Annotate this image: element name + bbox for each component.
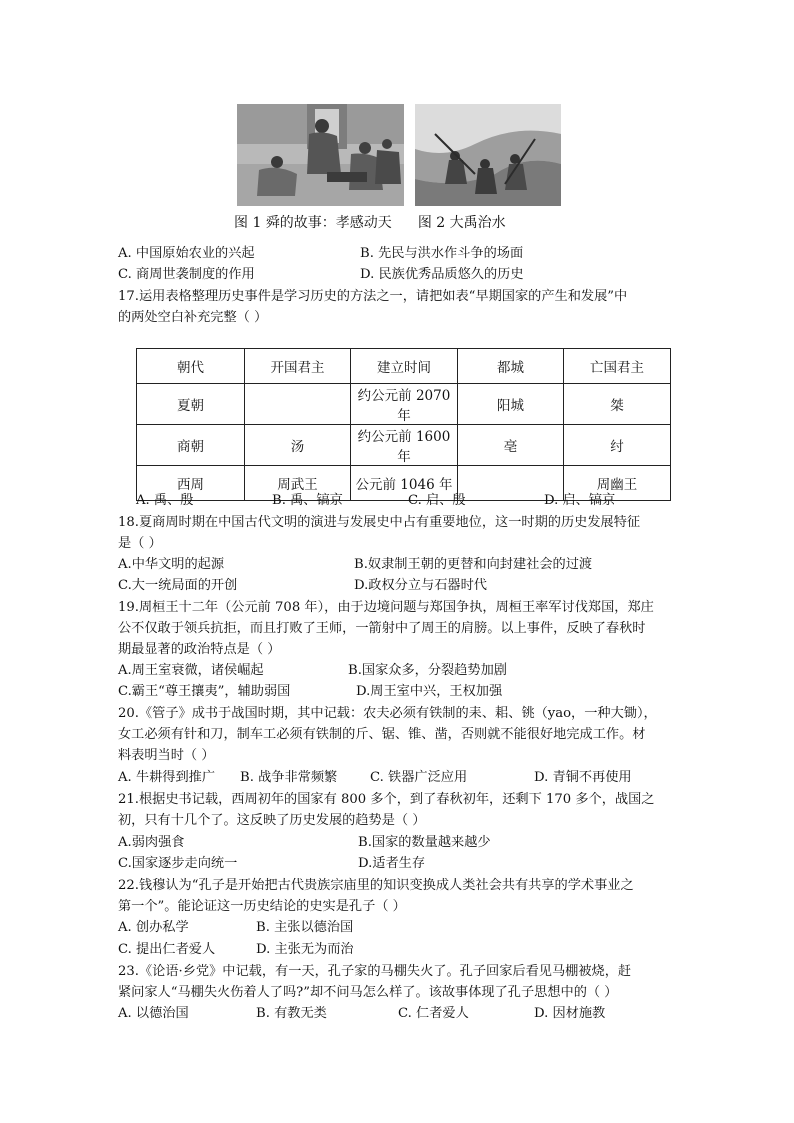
q20-stem-line2: 女工必须有针和刀，制车工必须有铁制的斤、锯、锥、凿，否则就不能很好地完成工作。材 <box>118 727 646 742</box>
q18-option-d[interactable]: D.政权分立与石器时代 <box>354 578 487 593</box>
q23-option-b[interactable]: B. 有教无类 <box>256 1006 327 1021</box>
q18-option-a[interactable]: A.中华文明的起源 <box>118 557 225 572</box>
table-cell: 公元前 1046 年 <box>351 466 458 501</box>
table-cell: 周武王 <box>245 466 351 501</box>
q21-option-d[interactable]: D.适者生存 <box>358 856 426 871</box>
q22-stem-line1: 22.钱穆认为“孔子是开始把古代贵族宗庙里的知识变换成人类社会共有共享的学术事业之 <box>118 878 634 893</box>
q19-option-d[interactable]: D.周王室中兴，王权加强 <box>356 684 503 699</box>
q16-option-a[interactable]: A. 中国原始农业的兴起 <box>118 246 255 261</box>
figure-caption <box>234 212 506 232</box>
q16-option-b[interactable]: B. 先民与洪水作斗争的场面 <box>360 246 524 261</box>
q17-stem-line2: 的两处空白补充完整（ ） <box>118 310 268 325</box>
q21-option-b[interactable]: B.国家的数量越来越少 <box>358 835 491 850</box>
table-cell-blank <box>245 384 351 425</box>
q23-option-d[interactable]: D. 因材施教 <box>534 1006 606 1021</box>
q20-option-a[interactable]: A. 牛耕得到推广 <box>118 770 216 785</box>
table-cell: 纣 <box>564 425 671 466</box>
q19-stem-line2: 公不仅敢于领兵抗拒，而且打败了王师，一箭射中了周王的肩膀。以上事件，反映了春秋时 <box>118 621 646 636</box>
q20-option-c[interactable]: C. 铁器广泛应用 <box>370 770 468 785</box>
q22-option-d[interactable]: D. 主张无为而治 <box>256 942 354 957</box>
table-cell: 周幽王 <box>564 466 671 501</box>
q18-stem-line2: 是（ ） <box>118 536 162 551</box>
q21-stem-line2: 初，只有十几个了。这反映了历史发展的趋势是（ ） <box>118 813 426 828</box>
q22-option-b[interactable]: B. 主张以德治国 <box>256 920 354 935</box>
q17-option-d[interactable]: D. 启、镐京 <box>544 493 616 508</box>
table-cell: 西周 <box>137 466 245 501</box>
q18-stem-line1: 18.夏商周时期在中国古代文明的演进与发展史中占有重要地位，这一时期的历史发展特征 <box>118 515 641 530</box>
q20-stem-line1: 20.《管子》成书于战国时期，其中记载：农夫必须有铁制的耒、耜、铫（yao，一种大锄）， <box>118 706 657 721</box>
table-cell: 约公元前 1600 年 <box>351 425 458 466</box>
figure-dayu-image <box>415 104 561 206</box>
q18-option-b[interactable]: B.奴隶制王朝的更替和向封建社会的过渡 <box>354 557 593 572</box>
q21-stem-line1: 21.根据史书记载，西周初年的国家有 800 多个，到了春秋初年，还剩下 170 多个，战国之 <box>118 792 655 807</box>
q17-stem-line1: 17.运用表格整理历史事件是学习历史的方法之一，请把如表“早期国家的产生和发展”中 <box>118 289 628 304</box>
table-header-cell: 朝代 <box>137 349 245 384</box>
table-header-cell: 开国君主 <box>245 349 351 384</box>
q17-option-b[interactable]: B. 禹、镐京 <box>272 493 343 508</box>
q19-option-c[interactable]: C.霸王“尊王攘夷”，辅助弱国 <box>118 684 291 699</box>
dynasty-table <box>136 348 671 501</box>
q20-stem-line3: 料表明当时（ ） <box>118 748 215 763</box>
table-cell: 阳城 <box>458 384 564 425</box>
q16-option-c[interactable]: C. 商周世袭制度的作用 <box>118 267 255 282</box>
table-cell: 约公元前 2070 年 <box>351 384 458 425</box>
q23-stem-line2: 紧问家人“马棚失火伤着人了吗?”却不问马怎么样了。该故事体现了孔子思想中的（ ） <box>118 985 618 1000</box>
table-row <box>137 384 671 425</box>
q19-option-a[interactable]: A.周王室衰微，诸侯崛起 <box>118 663 264 678</box>
q19-stem-line1: 19.周桓王十二年（公元前 708 年），由于边境问题与郑国争执，周桓王率军讨伐郑国，郑庄 <box>118 600 654 615</box>
figure-shun-image <box>237 104 404 206</box>
table-header-cell: 都城 <box>458 349 564 384</box>
q19-stem-line3: 期最显著的政治特点是（ ） <box>118 642 281 657</box>
q20-option-d[interactable]: D. 青铜不再使用 <box>534 770 632 785</box>
q23-option-c[interactable]: C. 仁者爱人 <box>398 1006 469 1021</box>
table-cell: 夏朝 <box>137 384 245 425</box>
q18-option-c[interactable]: C.大一统局面的开创 <box>118 578 238 593</box>
q17-option-c[interactable]: C. 启、殷 <box>408 493 466 508</box>
q21-option-a[interactable]: A.弱肉强食 <box>118 835 185 850</box>
table-header-row <box>137 349 671 384</box>
q19-option-b[interactable]: B.国家众多，分裂趋势加剧 <box>348 663 507 678</box>
table-cell: 亳 <box>458 425 564 466</box>
figure-caption-1: 图 1 舜的故事：孝感动天 <box>234 215 392 231</box>
table-header-cell: 建立时间 <box>351 349 458 384</box>
q22-option-a[interactable]: A. 创办私学 <box>118 920 189 935</box>
q23-stem-line1: 23.《论语·乡党》中记载，有一天，孔子家的马棚失火了。孔子回家后看见马棚被烧，赶 <box>118 964 632 979</box>
q17-option-a[interactable]: A. 禹、殷 <box>136 493 194 508</box>
table-cell: 汤 <box>245 425 351 466</box>
figure-caption-2: 图 2 大禹治水 <box>417 215 506 231</box>
q22-option-c[interactable]: C. 提出仁者爱人 <box>118 942 216 957</box>
q21-option-c[interactable]: C.国家逐步走向统一 <box>118 856 238 871</box>
table-header-cell: 亡国君主 <box>564 349 671 384</box>
q22-stem-line2: 第一个”。能论证这一历史结论的史实是孔子（ ） <box>118 899 406 914</box>
q20-option-b[interactable]: B. 战争非常频繁 <box>240 770 338 785</box>
table-row <box>137 425 671 466</box>
q23-option-a[interactable]: A. 以德治国 <box>118 1006 189 1021</box>
table-cell: 商朝 <box>137 425 245 466</box>
table-cell: 桀 <box>564 384 671 425</box>
q16-option-d[interactable]: D. 民族优秀品质悠久的历史 <box>360 267 524 282</box>
